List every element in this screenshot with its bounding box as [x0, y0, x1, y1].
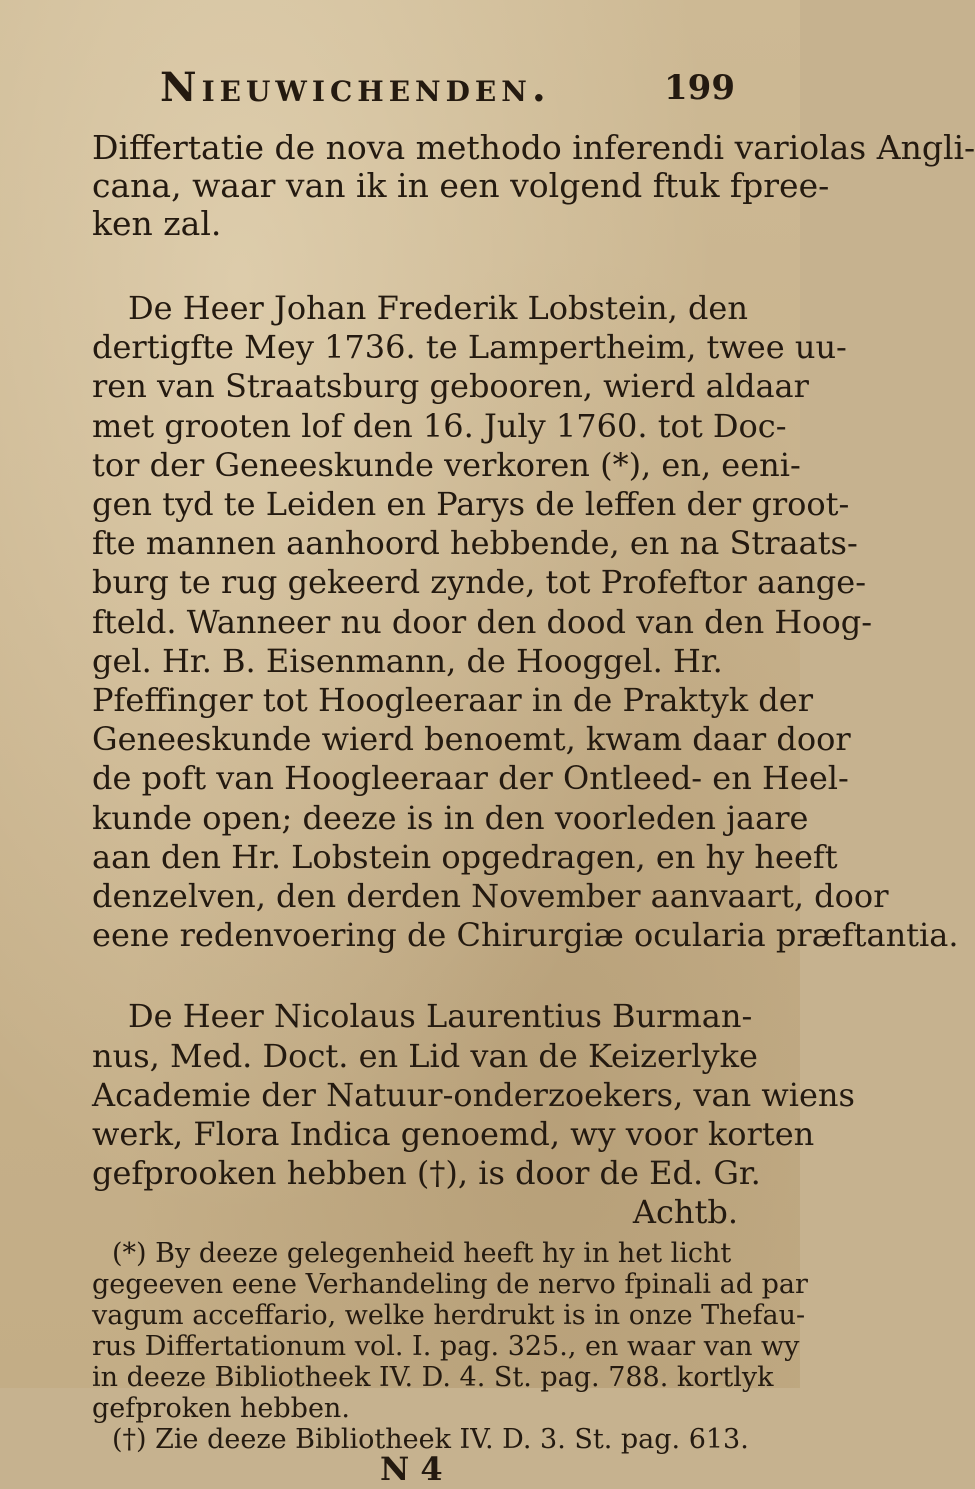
- running-head: Nieuwichenden.: [160, 64, 551, 111]
- footnote-line: rus Differtationum vol. I. pag. 325., en waar van wy: [92, 1331, 800, 1362]
- text-line: gel. Hr. B. Eisenmann, de Hooggel. Hr.: [92, 642, 723, 680]
- intro-line: Differtatie de nova methodo inferendi variolas Angli-: [92, 128, 975, 167]
- text-line: met grooten lof den 16. July 1760. tot Doc-: [92, 407, 787, 445]
- text-line: burg te rug gekeerd zynde, tot Profeftor aange-: [92, 563, 866, 601]
- footnote-line: gegeeven eene Verhandeling de nervo fpinali ad par: [92, 1269, 808, 1300]
- text-line: Geneeskunde wierd benoemt, kwam daar door: [92, 720, 851, 758]
- paragraph-first-line: De Heer Nicolaus Laurentius Burman-: [128, 997, 753, 1035]
- text-line: fte mannen aanhoord hebbende, en na Straats-: [92, 524, 858, 562]
- page-number: 199: [664, 68, 735, 108]
- text-line: Academie der Natuur-onderzoekers, van wiens: [92, 1076, 855, 1114]
- text-line: kunde open; deeze is in den voorleden jaare: [92, 799, 809, 837]
- text-line: werk, Flora Indica genoemd, wy voor korten: [92, 1115, 815, 1153]
- text-line: aan den Hr. Lobstein opgedragen, en hy heeft: [92, 838, 838, 876]
- text-line: tor der Geneeskunde verkoren (*), en, eeni-: [92, 446, 801, 484]
- text-line: de poft van Hoogleeraar der Ontleed- en Heel-: [92, 759, 849, 797]
- text-line: dertigfte Mey 1736. te Lampertheim, twee uu-: [92, 328, 847, 366]
- footnote-line: gefproken hebben.: [92, 1393, 350, 1424]
- text-line: denzelven, den derden November aanvaart, door: [92, 877, 889, 915]
- text-line: gen tyd te Leiden en Parys de leffen der groot-: [92, 485, 850, 523]
- text-line: fteld. Wanneer nu door den dood van den Hoog-: [92, 603, 873, 641]
- footnote-line: vagum acceffario, welke herdrukt is in onze Thefau-: [92, 1300, 806, 1331]
- text-line: nus, Med. Doct. en Lid van de Keizerlyke: [92, 1037, 758, 1075]
- text-line: Achtb.: [632, 1193, 738, 1231]
- text-line: Pfeffinger tot Hoogleeraar in de Praktyk der: [92, 681, 814, 719]
- text-line: ren van Straatsburg gebooren, wierd aldaar: [92, 367, 809, 405]
- footnote-line: (†) Zie deeze Bibliotheek IV. D. 3. St. pag. 613.: [112, 1424, 749, 1455]
- text-line: eene redenvoering de Chirurgiæ ocularia præftantia.: [92, 916, 959, 954]
- text-line: gefprooken hebben (†), is door de Ed. Gr.: [92, 1154, 761, 1192]
- catchword: N 4: [380, 1450, 443, 1488]
- intro-line: cana, waar van ik in een volgend ftuk fpree-: [92, 166, 830, 205]
- paragraph-first-line: De Heer Johan Frederik Lobstein, den: [128, 289, 748, 327]
- footnote-line: (*) By deeze gelegenheid heeft hy in het licht: [112, 1238, 732, 1269]
- intro-line: ken zal.: [92, 204, 222, 243]
- footnote-line: in deeze Bibliotheek IV. D. 4. St. pag. 788. kortlyk: [92, 1362, 774, 1393]
